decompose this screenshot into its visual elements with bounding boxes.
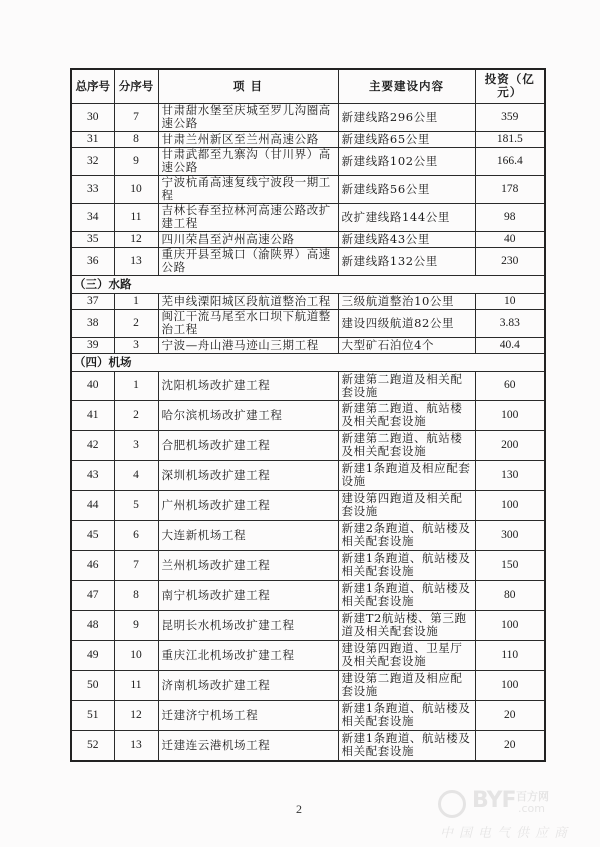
project-name: 吉林长春至拉林河高速公路改扩建工程 <box>158 203 338 231</box>
project-name: 宁波杭甬高速复线宁波段一期工程 <box>158 175 338 203</box>
total-no: 46 <box>71 550 114 580</box>
project-name: 甘肃武都至九寨沟（甘川界）高速公路 <box>158 147 338 175</box>
construction-content: 建设四级航道82公里 <box>338 309 475 337</box>
sub-no: 2 <box>114 309 158 337</box>
watermark-tagline: 中国电气供应商 <box>440 826 574 841</box>
project-name: 深圳机场改扩建工程 <box>158 460 338 490</box>
table-row <box>71 520 545 550</box>
sub-no: 4 <box>114 460 158 490</box>
investment-value: 100 <box>475 610 545 640</box>
table-row <box>71 147 545 175</box>
total-no: 51 <box>71 700 114 730</box>
investment-value: 359 <box>475 103 545 131</box>
watermark-domain: .com <box>518 802 545 815</box>
investment-value: 40.4 <box>475 337 545 353</box>
sub-no: 3 <box>114 337 158 353</box>
header-sub-no: 分序号 <box>114 69 158 103</box>
project-name: 迁建连云港机场工程 <box>158 730 338 761</box>
construction-content: 新建线路43公里 <box>338 231 475 247</box>
sub-no: 5 <box>114 490 158 520</box>
section-header-waterway <box>71 275 545 293</box>
table-row <box>71 640 545 670</box>
total-no: 52 <box>71 730 114 761</box>
table-row <box>71 247 545 275</box>
investment-value: 40 <box>475 231 545 247</box>
total-no: 30 <box>71 103 114 131</box>
construction-content: 改扩建线路144公里 <box>338 203 475 231</box>
table-row <box>71 580 545 610</box>
total-no: 43 <box>71 460 114 490</box>
total-no: 42 <box>71 430 114 460</box>
header-content: 主要建设内容 <box>338 69 475 103</box>
sub-no: 1 <box>114 371 158 400</box>
section-header-airport <box>71 353 545 371</box>
construction-content: 大型矿石泊位4个 <box>338 337 475 353</box>
total-no: 40 <box>71 371 114 400</box>
project-name: 重庆江北机场改扩建工程 <box>158 640 338 670</box>
total-no: 38 <box>71 309 114 337</box>
table-row <box>71 670 545 700</box>
investment-value: 230 <box>475 247 545 275</box>
investment-value: 100 <box>475 490 545 520</box>
sub-no: 1 <box>114 293 158 309</box>
total-no: 32 <box>71 147 114 175</box>
sub-no: 13 <box>114 247 158 275</box>
investment-value: 166.4 <box>475 147 545 175</box>
total-no: 31 <box>71 131 114 147</box>
investment-value: 181.5 <box>475 131 545 147</box>
table-row <box>71 293 545 309</box>
total-no: 35 <box>71 231 114 247</box>
table-row <box>71 700 545 730</box>
construction-content: 新建线路56公里 <box>338 175 475 203</box>
construction-content: 三级航道整治10公里 <box>338 293 475 309</box>
header-project: 项 目 <box>158 69 338 103</box>
sub-no: 10 <box>114 175 158 203</box>
total-no: 34 <box>71 203 114 231</box>
construction-content: 新建1条跑道、航站楼及相关配套设施 <box>338 730 475 761</box>
watermark-brand-cn: 百方网 <box>516 790 549 803</box>
investment-value: 100 <box>475 670 545 700</box>
investment-value: 200 <box>475 430 545 460</box>
investment-value: 178 <box>475 175 545 203</box>
sub-no: 7 <box>114 103 158 131</box>
project-name: 哈尔滨机场改扩建工程 <box>158 400 338 430</box>
table-row <box>71 400 545 430</box>
construction-content: 建设第四跑道、卫星厅及相关配套设施 <box>338 640 475 670</box>
total-no: 48 <box>71 610 114 640</box>
investment-value: 80 <box>475 580 545 610</box>
investment-value: 20 <box>475 730 545 761</box>
sub-no: 8 <box>114 580 158 610</box>
sub-no: 8 <box>114 131 158 147</box>
total-no: 49 <box>71 640 114 670</box>
table-row <box>71 175 545 203</box>
construction-content: 新建1条跑道、航站楼及相关配套设施 <box>338 700 475 730</box>
section-title: （四）机场 <box>71 353 545 371</box>
project-name: 济南机场改扩建工程 <box>158 670 338 700</box>
total-no: 33 <box>71 175 114 203</box>
project-name: 甘肃兰州新区至兰州高速公路 <box>158 131 338 147</box>
construction-content: 新建2条跑道、航站楼及相关配套设施 <box>338 520 475 550</box>
table-row <box>71 371 545 400</box>
total-no: 37 <box>71 293 114 309</box>
construction-content: 新建第二跑道及相关配套设施 <box>338 371 475 400</box>
sub-no: 3 <box>114 430 158 460</box>
table-row <box>71 430 545 460</box>
construction-content: 新建线路65公里 <box>338 131 475 147</box>
total-no: 47 <box>71 580 114 610</box>
investment-value: 60 <box>475 371 545 400</box>
project-name: 甘肃甜水堡至庆城至罗儿沟圈高速公路 <box>158 103 338 131</box>
investment-value: 20 <box>475 700 545 730</box>
project-name: 宁波—舟山港马迹山三期工程 <box>158 337 338 353</box>
sub-no: 9 <box>114 147 158 175</box>
project-investment-table <box>70 68 546 762</box>
table-row <box>71 337 545 353</box>
table-row <box>71 231 545 247</box>
sub-no: 13 <box>114 730 158 761</box>
construction-content: 建设第二跑道及相应配套设施 <box>338 670 475 700</box>
page-number: 2 <box>296 802 302 816</box>
total-no: 41 <box>71 400 114 430</box>
project-name: 合肥机场改扩建工程 <box>158 430 338 460</box>
sub-no: 9 <box>114 610 158 640</box>
investment-value: 10 <box>475 293 545 309</box>
total-no: 44 <box>71 490 114 520</box>
project-name: 广州机场改扩建工程 <box>158 490 338 520</box>
header-investment: 投资（亿元） <box>475 69 545 103</box>
sub-no: 6 <box>114 520 158 550</box>
table-row <box>71 550 545 580</box>
table-row <box>71 131 545 147</box>
project-name: 大连新机场工程 <box>158 520 338 550</box>
project-name: 四川荣昌至泸州高速公路 <box>158 231 338 247</box>
byf-logo-icon <box>438 790 466 818</box>
construction-content: 新建线路296公里 <box>338 103 475 131</box>
project-name: 迁建济宁机场工程 <box>158 700 338 730</box>
investment-value: 98 <box>475 203 545 231</box>
investment-value: 150 <box>475 550 545 580</box>
table-row <box>71 730 545 761</box>
construction-content: 新建T2航站楼、第三跑道及相关配套设施 <box>338 610 475 640</box>
project-name: 芜申线溧阳城区段航道整治工程 <box>158 293 338 309</box>
construction-content: 新建1条跑道、航站楼及相关配套设施 <box>338 580 475 610</box>
table-row <box>71 460 545 490</box>
total-no: 50 <box>71 670 114 700</box>
construction-content: 新建1条跑道、航站楼及相关配套设施 <box>338 550 475 580</box>
watermark-brand: BYF <box>472 788 516 813</box>
sub-no: 11 <box>114 670 158 700</box>
construction-content: 新建线路102公里 <box>338 147 475 175</box>
investment-value: 130 <box>475 460 545 490</box>
project-name: 沈阳机场改扩建工程 <box>158 371 338 400</box>
total-no: 39 <box>71 337 114 353</box>
investment-value: 3.83 <box>475 309 545 337</box>
table-row <box>71 103 545 131</box>
total-no: 45 <box>71 520 114 550</box>
investment-value: 110 <box>475 640 545 670</box>
sub-no: 12 <box>114 231 158 247</box>
section-title: （三）水路 <box>71 275 545 293</box>
construction-content: 新建线路132公里 <box>338 247 475 275</box>
total-no: 36 <box>71 247 114 275</box>
table-header-row <box>71 69 545 103</box>
investment-value: 100 <box>475 400 545 430</box>
table-row <box>71 309 545 337</box>
table-row <box>71 490 545 520</box>
table-row <box>71 610 545 640</box>
sub-no: 12 <box>114 700 158 730</box>
construction-content: 新建第二跑道、航站楼及相关配套设施 <box>338 400 475 430</box>
sub-no: 10 <box>114 640 158 670</box>
sub-no: 7 <box>114 550 158 580</box>
construction-content: 建设第四跑道及相关配套设施 <box>338 490 475 520</box>
watermark <box>438 788 598 844</box>
investment-value: 300 <box>475 520 545 550</box>
table-row <box>71 203 545 231</box>
header-total-no: 总序号 <box>71 69 114 103</box>
construction-content: 新建1条跑道及相应配套设施 <box>338 460 475 490</box>
project-name: 重庆开县至城口（渝陕界）高速公路 <box>158 247 338 275</box>
project-name: 兰州机场改扩建工程 <box>158 550 338 580</box>
project-name: 昆明长水机场改扩建工程 <box>158 610 338 640</box>
project-name: 南宁机场改扩建工程 <box>158 580 338 610</box>
project-name: 闽江干流马尾至水口坝下航道整治工程 <box>158 309 338 337</box>
sub-no: 2 <box>114 400 158 430</box>
sub-no: 11 <box>114 203 158 231</box>
construction-content: 新建第二跑道、航站楼及相关配套设施 <box>338 430 475 460</box>
